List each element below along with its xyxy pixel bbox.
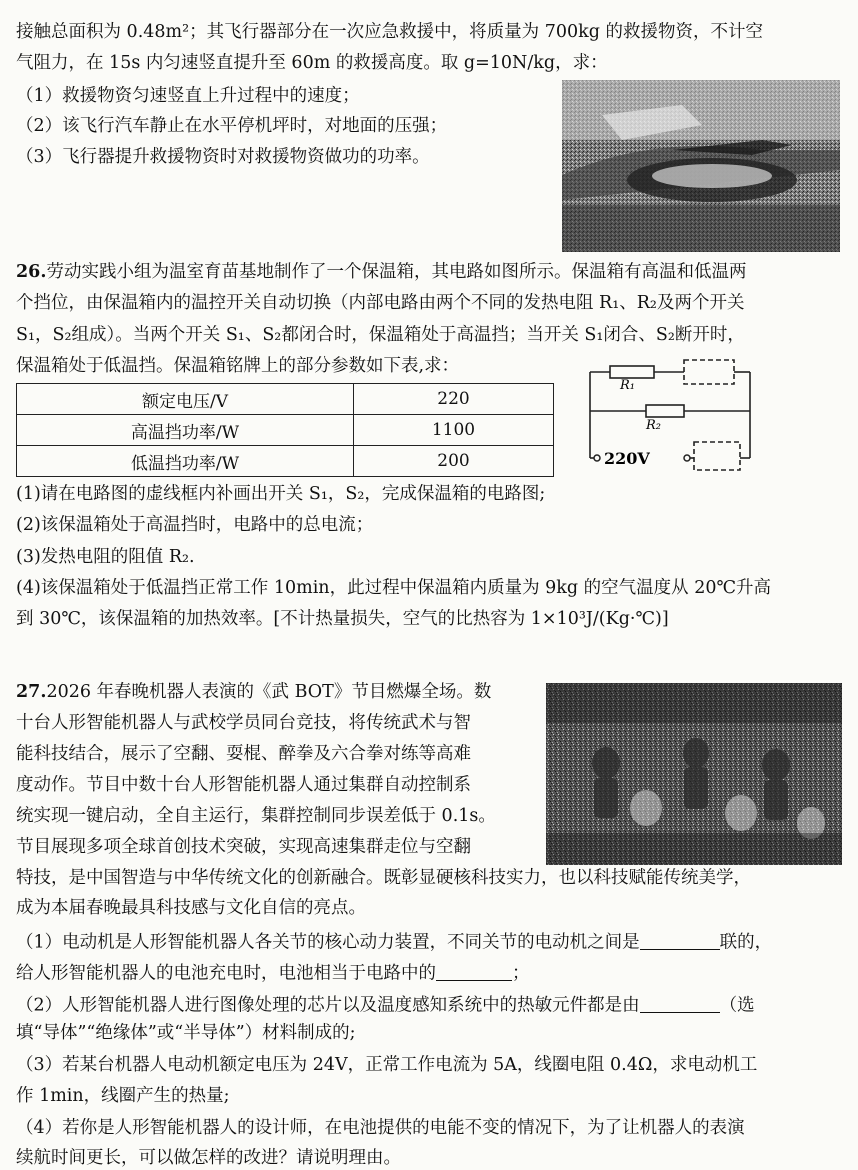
q26-text-line-4: 保温箱处于低温挡。保温箱铭牌上的部分参数如下表,求：	[16, 356, 460, 376]
q26-text-line-2: 个挡位，由保温箱内的温控开关自动切换（内部电路由两个不同的发热电阻 R₁、R₂及两个开关	[16, 293, 745, 313]
r2-label: R₂	[646, 418, 661, 433]
q25-text-line-2: 气阻力，在 15s 内匀速竖直提升至 60m 的救援高度。取 g=10N/kg，求：	[16, 53, 608, 73]
q27-paragraph-line-2: 十台人形智能机器人与武校学员同台竞技，将传统武术与智	[16, 713, 471, 733]
q27-s1-text: （1）电动机是人形智能机器人各关节的核心动力装置，不同关节的电动机之间是	[16, 932, 640, 953]
q27-s2-end: （选	[719, 995, 755, 1016]
q26-subquestion-3: (3)发热电阻的阻值 R₂.	[16, 547, 195, 567]
table-row	[17, 446, 554, 477]
q27-s1b-end: ；	[512, 963, 530, 984]
table-cell-value: 200	[354, 446, 554, 477]
answer-blank[interactable]	[436, 962, 512, 981]
q27-number: 27.	[16, 682, 47, 702]
q27-s1b-text: 给人形智能机器人的电池充电时，电池相当于电路中的	[16, 963, 436, 984]
terminal-left-icon	[594, 455, 600, 461]
q25-text-line-1: 接触总面积为 0.48m²；其飞行器部分在一次应急救援中，将质量为 700kg 的救援物资，不计空	[16, 22, 763, 42]
q27-s2-text: （2）人形智能机器人进行图像处理的芯片以及温度感知系统中的热敏元件都是由	[16, 995, 640, 1016]
q26-subquestion-1: (1)请在电路图的虚线框内补画出开关 S₁，S₂，完成保温箱的电路图;	[16, 484, 546, 504]
q27-paragraph-line-1	[16, 684, 491, 702]
table-cell-label: 额定电压/V	[17, 384, 354, 415]
q27-paragraph-line-4: 度动作。节目中数十台人形智能机器人通过集群自动控制系	[16, 775, 471, 795]
q27-subquestion-4-line-2: 续航时间更长，可以做怎样的改进？请说明理由。	[16, 1148, 401, 1168]
q25-subquestion-3: （3）飞行器提升救援物资时对救援物资做功的功率。	[16, 147, 430, 167]
q27-subquestion-3-line-1: （3）若某台机器人电动机额定电压为 24V，正常工作电流为 5A，线圈电阻 0.4Ω，求电动机工	[16, 1055, 758, 1075]
q26-subquestion-4-line-2: 到 30℃，该保温箱的加热效率。[不计热量损失，空气的比热容为 1×10³J/(Kg·℃)]	[16, 609, 669, 629]
q27-paragraph-line-8: 成为本届春晚最具科技感与文化自信的亮点。	[16, 898, 366, 918]
circuit-diagram	[584, 354, 764, 474]
q26-line-1-text: 劳动实践小组为温室育苗基地制作了一个保温箱，其电路如图所示。保温箱有高温和低温两	[46, 262, 747, 282]
r1-label: R₁	[620, 378, 635, 393]
voltage-label: 220V	[604, 449, 650, 468]
table-row	[17, 384, 554, 415]
q27-line-1-text: 2026 年春晚机器人表演的《武 BOT》节目燃爆全场。数	[46, 682, 492, 702]
robot-performance-photo	[546, 683, 842, 865]
q27-subquestion-2-line-2: 填“导体”“绝缘体”或“半导体”）材料制成的;	[16, 1023, 356, 1043]
q27-subquestion-1-line-1	[16, 931, 772, 952]
table-row	[17, 415, 554, 446]
q25-subquestion-2: （2）该飞行汽车静止在水平停机坪时，对地面的压强；	[16, 116, 448, 136]
q26-subquestion-2: (2)该保温箱处于高温挡时，电路中的总电流；	[16, 515, 374, 535]
q27-paragraph-line-3: 能科技结合，展示了空翻、耍棍、醉拳及六合拳对练等高难	[16, 744, 471, 764]
q27-subquestion-3-line-2: 作 1min，线圈产生的热量;	[16, 1086, 230, 1106]
q26-text-line-3: S₁，S₂组成）。当两个开关 S₁、S₂都闭合时，保温箱处于高温挡；当开关 S₁闭合、S₂断开时，	[16, 325, 745, 345]
q26-subquestion-4-line-1: (4)该保温箱处于低温挡正常工作 10min，此过程中保温箱内质量为 9kg 的空气温度从 20℃升高	[16, 578, 772, 598]
table-cell-label: 高温挡功率/W	[17, 415, 354, 446]
table-cell-value: 220	[354, 384, 554, 415]
q27-paragraph-line-7: 特技，是中国智造与中华传统文化的创新融合。既彰显硬核科技实力，也以科技赋能传统美学，	[16, 868, 751, 888]
answer-blank[interactable]	[640, 931, 720, 950]
q27-paragraph-line-6: 节目展现多项全球首创技术突破，实现高速集群走位与空翻	[16, 837, 471, 857]
flying-car-photo	[562, 80, 840, 252]
q25-subquestion-1: （1）救援物资匀速竖直上升过程中的速度；	[16, 86, 360, 106]
q26-text-line-1	[16, 264, 746, 282]
q27-paragraph-line-5: 统实现一键启动，全自主运行，集群控制同步误差低于 0.1s。	[16, 806, 496, 826]
q26-number: 26.	[16, 262, 47, 282]
table-cell-value: 1100	[354, 415, 554, 446]
terminal-right-icon	[684, 455, 690, 461]
q27-subquestion-2-line-1	[16, 994, 755, 1015]
q27-subquestion-4-line-1: （4）若你是人形智能机器人的设计师，在电池提供的电能不变的情况下，为了让机器人的表演	[16, 1118, 745, 1138]
table-cell-label: 低温挡功率/W	[17, 446, 354, 477]
params-table	[16, 383, 554, 477]
q27-subquestion-1-line-2	[16, 962, 530, 983]
q27-s1-end: 联的，	[719, 932, 773, 953]
answer-blank[interactable]	[640, 994, 720, 1013]
